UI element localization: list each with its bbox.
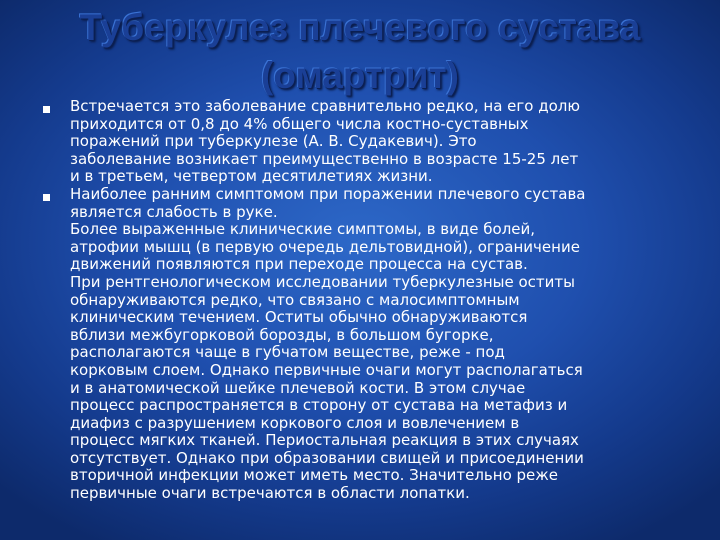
- bullet-item-incidence: [40, 98, 680, 186]
- slide-title-line-2: (омартрит): [261, 55, 459, 96]
- bullet-text: Наиболее ранним симптомом при поражении плечевого сустава является слабость в руке. Более выраженные клинические симптомы, в виде болей, атрофии мышц (в первую очередь дельтовидной), ограничение движений появляются при переходе процесса на сустав. При рентгенологическом исследовании туберкулезные оститы обнаруживаются редко, что связано с малосимптомным клиническим течением. Оститы обычно обнаруживаются вблизи межбугорковой борозды, в большом бугорке, располагаются чаще в губчатом веществе, реже - под корковым слоем. Однако первичные очаги могут располагаться и в анатомической шейке плечевой кости. В этом случае процесс распространяется в сторону от сустава на метафиз и диафиз с разрушением коркового слоя и вовлечением в процесс мягких тканей. Периостальная реакция в этих случаях отсутствует. Однако при образовании свищей и присоединении вторичной инфекции может иметь место. Значительно реже первичные очаги встречаются в области лопатки.: [70, 184, 586, 503]
- square-bullet-icon: [43, 194, 50, 201]
- slide-title: [0, 4, 720, 100]
- bullet-text: Встречается это заболевание сравнительно редко, на его долю приходится от 0,8 до 4% общего числа костно-суставных поражений при туберкулезе (А. В. Судакевич). Это заболевание возникает преимущественно в возрасте 15-25 лет и в третьем, четвертом десятилетиях жизни.: [70, 97, 580, 186]
- bullet-item-symptoms: [40, 186, 680, 503]
- bullet-list: [40, 98, 680, 503]
- square-bullet-icon: [43, 106, 50, 113]
- slide-title-line-1: Туберкулез плечевого сустава: [79, 7, 641, 48]
